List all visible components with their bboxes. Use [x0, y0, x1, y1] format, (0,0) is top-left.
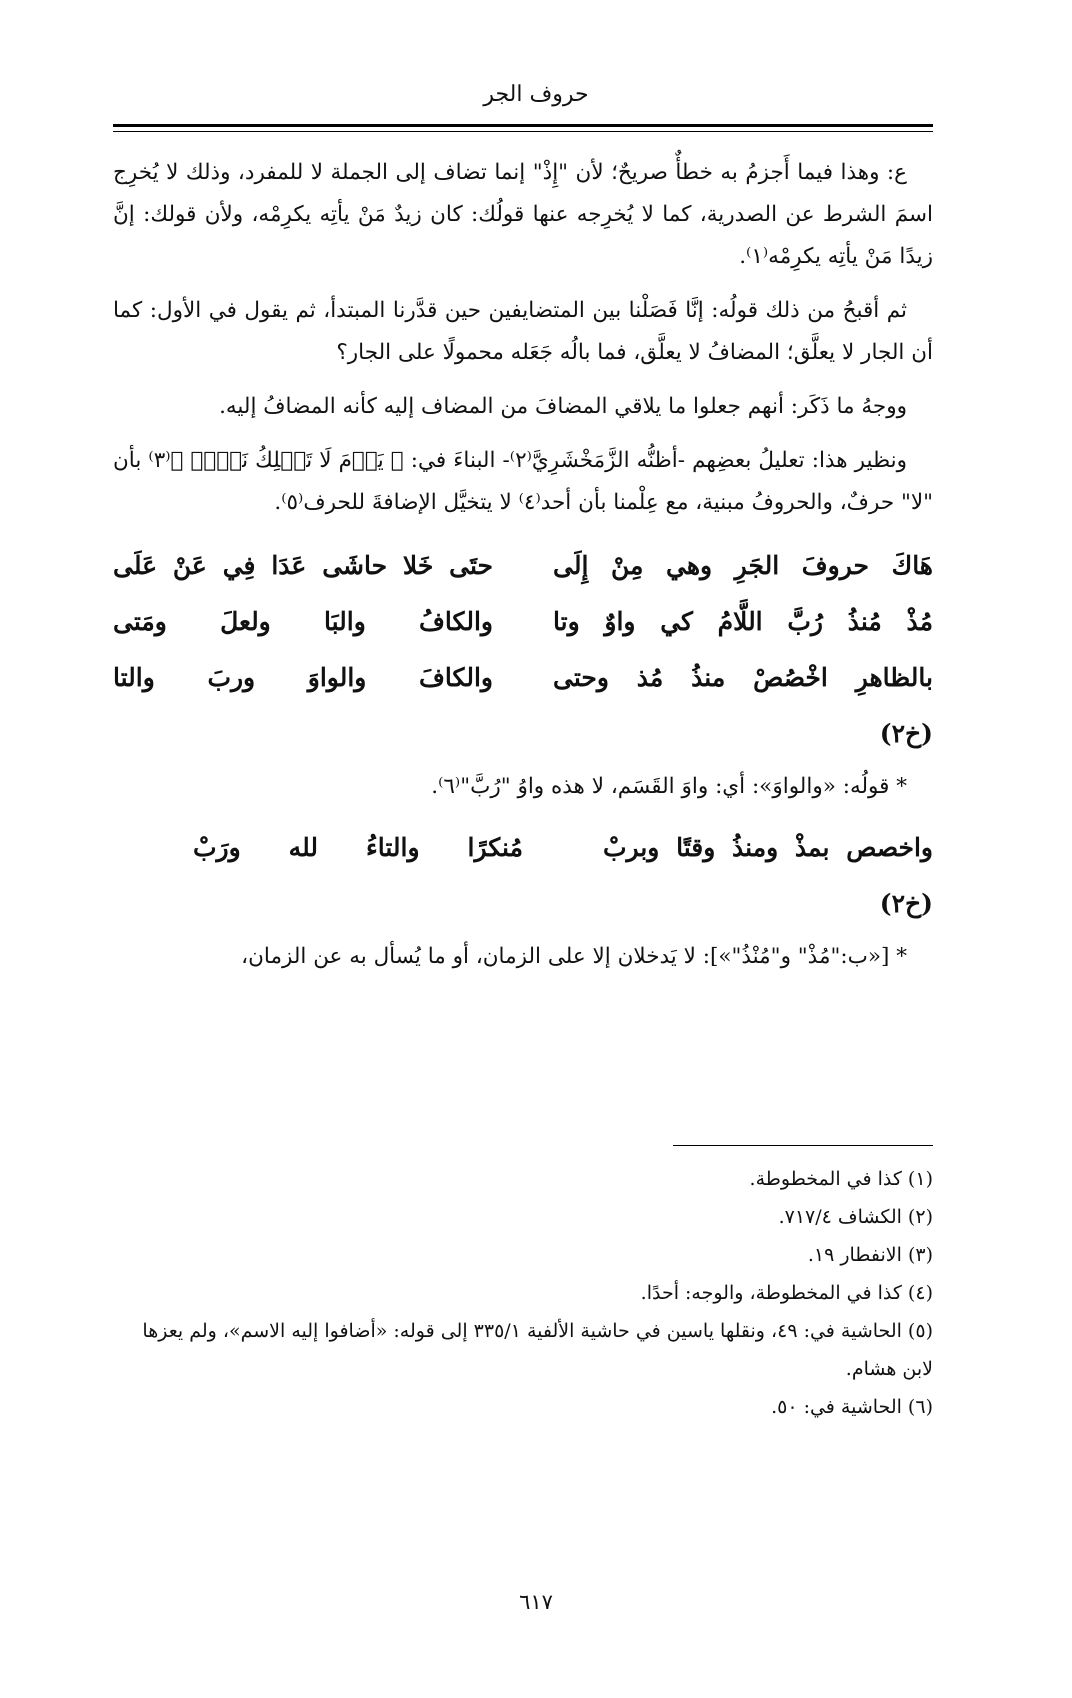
paragraph-6-text: [«ب:"مُذْ" و"مُنْذُ"»]: لا يَدخلان إلا على الزمان، أو ما يُسأل به عن الزمان،	[241, 944, 890, 969]
verse-hemistich-right: هَاكَ حروفَ الجَرِ وهي مِنْ إِلَى	[553, 551, 933, 580]
footnote: (٢) الكشاف ٧١٧/٤.	[778, 1206, 933, 1228]
paragraph-3: ووجهُ ما ذَكَر: أنهم جعلوا ما يلاقي المضافَ من المضاف إليه كأنه المضافُ إليه.	[219, 394, 907, 419]
verse-hemistich-right: بالظاهرِ اخْصُصْ منذُ مُذ وحتى	[553, 663, 933, 692]
verse-hemistich-right: واخصص بمذْ ومنذُ وقتًا وبربْ	[603, 833, 933, 862]
footnote: (١) كذا في المخطوطة.	[749, 1168, 933, 1190]
verse-hemistich-left: حتَى خَلا حاشَى عَدَا فِي عَنْ عَلَى	[113, 551, 493, 580]
running-header: حروف الجر	[483, 82, 589, 107]
footnote: (٣) الانفطار ١٩.	[807, 1244, 933, 1266]
verse-block-1	[113, 538, 933, 762]
verse-line	[113, 594, 933, 650]
verse-hemistich-left: والكافُ والبَا ولعلَ ومَتى	[113, 607, 493, 636]
manuscript-tag: (خ٢)	[879, 719, 933, 748]
main-text	[113, 152, 933, 990]
footnotes	[113, 1160, 933, 1426]
verse-hemistich-left: مُنكرًا والتاءُ لله ورَبْ	[193, 833, 523, 862]
star-marker: *	[896, 944, 907, 969]
verse-hemistich-left: والكافَ والواوَ وربَ والتا	[113, 663, 493, 692]
star-marker: *	[896, 774, 907, 799]
header-rule-thick	[113, 124, 933, 127]
verse-line	[193, 820, 933, 876]
footnote-separator	[673, 1145, 933, 1146]
verse-block-2	[113, 820, 933, 932]
footnote: (٥) الحاشية في: ٤٩، ونقلها ياسين في حاشية الألفية ٣٣٥/١ إلى قوله: «أضافوا إليه الاسم»، ولم يعزها لابن هشام.	[142, 1320, 933, 1380]
paragraph-6	[113, 936, 933, 978]
paragraph-4: ونظير هذا: تعليلُ بعضِهم -أظنُّه الزَّمَخْشَرِيَّ⁽٢⁾- البناءَ في: ﴿ يَوۡمَ لَا تَمۡلِكُ نَفۡسٞ ﴾⁽٣⁾ بأن "لا" حرفٌ، والحروفُ مبنية، مع عِلْمنا بأن أحد⁽٤⁾ لا يتخيَّل الإضافةَ للحرف⁽٥⁾.	[113, 448, 933, 515]
verse-line	[113, 538, 933, 594]
footnote: (٦) الحاشية في: ٥٠.	[771, 1396, 933, 1418]
paragraph-2: ثم أقبحُ من ذلك قولُه: إنَّا فَصَلْنا بين المتضايفين حين قدَّرنا المبتدأ، ثم يقول في الأول: كما أن الجار لا يعلَّق؛ المضافُ لا يعلَّق، فما بالُه جَعَله محمولًا على الجار؟	[113, 298, 933, 365]
paragraph-5	[113, 766, 933, 808]
paragraph-1: ع: وهذا فيما أَجزمُ به خطأٌ صريحٌ؛ لأن "إِذْ" إنما تضاف إلى الجملة لا للمفرد، وذلك لا يُخرِج اسمَ الشرط عن الصدرية، كما لا يُخرِجه عنها قولُك: كان زيدٌ مَنْ يأتِه يكرِمْه، ولأن قولك: إنَّ زيدًا مَنْ يأتِه يكرِمْه⁽١⁾.	[113, 160, 933, 269]
footnote: (٤) كذا في المخطوطة، والوجه: أحدًا.	[640, 1282, 933, 1304]
verse-hemistich-right: مُذْ مُنذُ رُبَّ اللَّامُ كي واوٌ وتا	[553, 607, 933, 636]
verse-line	[113, 650, 933, 706]
page-number: ٦١٧	[519, 1590, 553, 1614]
manuscript-tag: (خ٢)	[879, 889, 933, 918]
header-rule-thin	[113, 131, 933, 132]
paragraph-5-text: قولُه: «والواوَ»: أي: واوَ القَسَم، لا هذه واوُ "رُبَّ"⁽٦⁾.	[431, 774, 890, 799]
